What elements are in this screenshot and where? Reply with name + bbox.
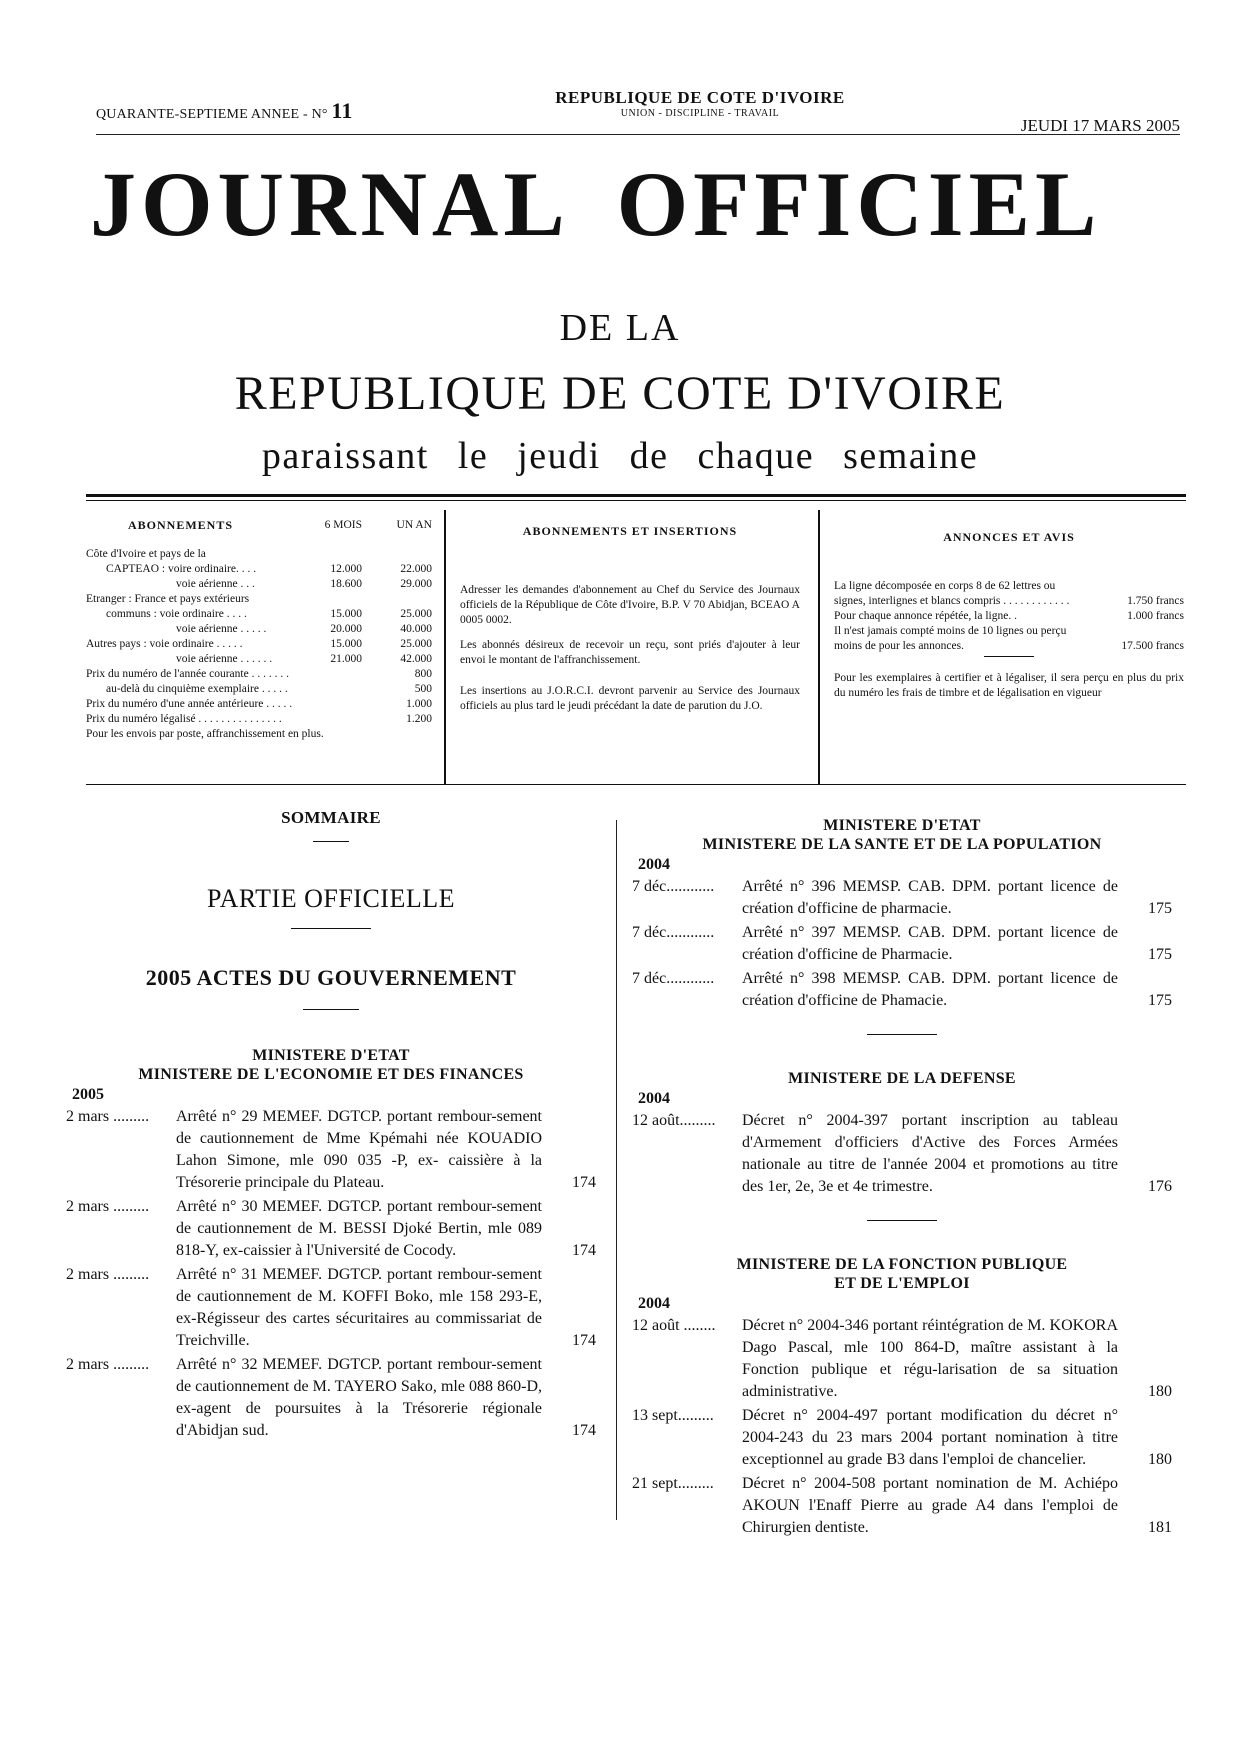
abonnement-label: Pour les envois par poste, affranchissement en plus.: [86, 728, 324, 740]
abonnement-row: [86, 652, 432, 667]
abonnement-price-unan: 29.000: [400, 578, 432, 590]
entry-page: 175: [1148, 946, 1172, 963]
abonnement-row: [86, 622, 432, 637]
insertions-paragraph-3: Les insertions au J.O.R.C.I. devront parvenir au Service des Journaux officiels au plus tard le jeudi précédant la date de parution du J.O.: [460, 685, 800, 712]
sommaire-entry: [632, 922, 1172, 966]
annonces-box: [834, 530, 1184, 701]
entry-date: 2 mars .........: [66, 1198, 150, 1215]
abonnement-row: [86, 697, 432, 712]
abonnement-label: communs : voie ordinaire . . . .: [106, 608, 247, 620]
left-sections: [66, 1046, 596, 1442]
insertions-box: [460, 524, 800, 714]
left-column: [66, 808, 596, 1444]
ministry-heading: MINISTERE DE LA FONCTION PUBLIQUE: [736, 1256, 1068, 1273]
column-divider: [616, 820, 617, 1520]
abonnement-price-unan: 22.000: [400, 563, 432, 575]
abonnement-price-6mois: [298, 592, 362, 607]
ministry-subheading: ET DE L'EMPLOI: [834, 1275, 970, 1292]
abonnement-price-unan: 42.000: [400, 653, 432, 665]
abonnement-price-unan: [375, 727, 432, 742]
section-year: 2005: [72, 1086, 104, 1103]
entry-page: 175: [1148, 900, 1172, 917]
sommaire-heading: SOMMAIRE: [281, 808, 381, 827]
entry-date: 2 mars .........: [66, 1108, 150, 1125]
entry-text: Arrêté n° 398 MEMSP. CAB. DPM. portant licence de création d'officine de Phamacie.: [742, 970, 1118, 1009]
republic-header: [500, 88, 900, 119]
ministry-subheading: MINISTERE DE L'ECONOMIE ET DES FINANCES: [138, 1066, 524, 1083]
issue-date: JEUDI 17 MARS 2005: [1020, 116, 1180, 135]
annonces-rule: [984, 656, 1034, 657]
abonnement-row: [86, 592, 432, 607]
sommaire-entry: [632, 1110, 1172, 1198]
entry-date: 12 août.........: [632, 1112, 716, 1129]
sommaire-rule: [313, 841, 349, 842]
header-rule: [96, 134, 1180, 135]
entry-page: 176: [1148, 1178, 1172, 1195]
annonces-rows: [834, 579, 1184, 654]
abonnement-price-unan: [362, 592, 432, 607]
abonnement-row: [86, 607, 432, 622]
entry-date: 7 déc............: [632, 878, 715, 895]
actes-heading: 2005 ACTES DU GOUVERNEMENT: [145, 965, 517, 990]
sommaire-entry: [66, 1106, 596, 1194]
abonnement-price-6mois: 21.000: [330, 653, 362, 665]
annonce-price: 1.750 francs: [1127, 595, 1184, 607]
subtitle-de-la: DE LA: [559, 307, 681, 349]
abonnement-price-unan: 40.000: [400, 623, 432, 635]
abonnement-price-6mois: 12.000: [330, 563, 362, 575]
entry-text: Arrêté n° 32 MEMEF. DGTCP. portant rembour-sement de cautionnement de M. TAYERO Sako, mle 088 860-D, ex-agent de poursuites à la Trésorerie régionale d'Abidjan sud.: [176, 1356, 542, 1439]
sommaire-entry: [66, 1354, 596, 1442]
issue-text: QUARANTE-SEPTIEME ANNEE - N°: [96, 107, 328, 122]
abonnement-label: Côte d'Ivoire et pays de la: [86, 548, 206, 560]
republic-motto: UNION - DISCIPLINE - TRAVAIL: [620, 108, 780, 119]
right-sections: [632, 816, 1172, 1539]
abonnement-row: [86, 547, 432, 562]
abonnement-label: Prix du numéro d'une année antérieure . . . . .: [86, 698, 293, 710]
annonce-price: 17.500 francs: [1121, 640, 1184, 652]
entry-text: Arrêté n° 31 MEMEF. DGTCP. portant rembour-sement de cautionnement de M. KOFFI Boko, mle 158 293-E, ex-Régisseur des cartes sécuritaires au commissariat de Treichville.: [176, 1266, 542, 1349]
abonnement-price-unan: 25.000: [400, 608, 432, 620]
annonce-row: [834, 624, 1184, 654]
ministry-subheading: MINISTERE DE LA SANTE ET DE LA POPULATION: [702, 836, 1102, 853]
abonnement-label: Autres pays : voie ordinaire . . . . .: [86, 638, 243, 650]
ministry-heading: MINISTERE D'ETAT: [252, 1047, 410, 1064]
insertions-heading: ABONNEMENTS ET INSERTIONS: [522, 524, 738, 538]
sommaire-entry: [632, 968, 1172, 1012]
abonnement-label: Prix du numéro légalisé . . . . . . . . . . . . . . .: [86, 713, 282, 725]
annonce-text: Il n'est jamais compté moins de 10 lignes ou perçu moins de pour les annonces.: [834, 625, 1067, 652]
ministry-heading: MINISTERE DE LA DEFENSE: [788, 1070, 1016, 1087]
section-year: 2004: [638, 856, 670, 873]
abonnement-price-6mois: [298, 667, 362, 682]
abonnement-price-unan: 1.000: [406, 698, 432, 710]
ministry-section: [66, 1046, 596, 1442]
abonnement-row: [86, 637, 432, 652]
right-column: [632, 816, 1172, 1541]
band-rule-top: [86, 494, 1186, 497]
entry-text: Décret n° 2004-346 portant réintégration de M. KOKORA Dago Pascal, mle 100 864-D, maître assistant à la Fonction publique et régu-larisation de sa situation administrative.: [742, 1317, 1118, 1400]
abonnement-row: [86, 682, 432, 697]
abonnement-label: CAPTEAO : voire ordinaire. . . .: [106, 563, 257, 575]
abonnement-label: voie aérienne . . . . .: [176, 623, 267, 635]
section-rule: [867, 1220, 937, 1221]
entry-page: 180: [1148, 1383, 1172, 1400]
abonnement-price-unan: 500: [414, 683, 432, 695]
entry-text: Arrêté n° 30 MEMEF. DGTCP. portant rembour-sement de cautionnement de M. BESSI Djoké Bertin, mle 089 818-Y, ex-caissier à l'Université de Cocody.: [176, 1198, 542, 1259]
entry-text: Décret n° 2004-397 portant inscription au tableau d'Armement d'officiers d'Active des Forces Armées nationale au titre de l'année 2004 et promotions au titre des 1er, 2e, 3e et 4e trimestre.: [742, 1112, 1118, 1195]
annonce-price: 1.000 francs: [1127, 610, 1184, 622]
entry-page: 181: [1148, 1519, 1172, 1536]
republic-name: REPUBLIQUE DE COTE D'IVOIRE: [555, 88, 845, 107]
abonnement-price-6mois: 18.600: [330, 578, 362, 590]
entry-text: Arrêté n° 396 MEMSP. CAB. DPM. portant licence de création d'officine de pharmacie.: [742, 878, 1118, 917]
insertions-paragraph-1: Adresser les demandes d'abonnement au Chef du Service des Journaux officiels de la République de Côte d'Ivoire, B.P. V 70 Abidjan, BCEAO A 0005 0002.: [460, 584, 800, 626]
abonnement-price-6mois: [298, 712, 362, 727]
ministry-section: [632, 1069, 1172, 1221]
entry-date: 2 mars .........: [66, 1266, 150, 1283]
abonnement-price-unan: 25.000: [400, 638, 432, 650]
abonnement-price-unan: [362, 547, 432, 562]
abonnement-price-6mois: [298, 682, 362, 697]
section-year: 2004: [638, 1295, 670, 1312]
abonnement-row: [86, 727, 432, 742]
abonnement-price-6mois: [324, 727, 376, 742]
abonnement-price-6mois: 15.000: [330, 638, 362, 650]
sommaire-entry: [632, 1473, 1172, 1539]
journal-title: JOURNAL OFFICIEL: [90, 153, 1102, 255]
entry-page: 174: [572, 1332, 596, 1349]
annonce-row: [834, 579, 1184, 609]
annonces-note: Pour les exemplaires à certifier et à légaliser, il sera perçu en plus du prix du numéro les frais de timbre et de légalisation en vigueur: [834, 672, 1184, 699]
abonnement-price-6mois: 15.000: [330, 608, 362, 620]
annonce-text: La ligne décomposée en corps 8 de 62 lettres ou signes, interlignes et blancs compris . . . . . . . . . . . .: [834, 580, 1070, 607]
sommaire-entry: [632, 1315, 1172, 1403]
entry-page: 174: [572, 1174, 596, 1191]
entry-page: 175: [1148, 992, 1172, 1009]
entry-date: 7 déc............: [632, 970, 715, 987]
sommaire-entry: [632, 1405, 1172, 1471]
band-divider-1: [444, 510, 446, 784]
actes-rule: [303, 1009, 359, 1010]
band-rule-bottom: [86, 784, 1186, 785]
sommaire-entry: [66, 1264, 596, 1352]
band-rule-top-thin: [86, 500, 1186, 501]
section-year: 2004: [638, 1090, 670, 1107]
abonnement-label: Prix du numéro de l'année courante . . . . . . .: [86, 668, 289, 680]
abonnement-row: [86, 562, 432, 577]
abonnements-heading: ABONNEMENTS: [128, 518, 234, 532]
subtitle-parution: paraissant le jeudi de chaque semaine: [261, 435, 979, 477]
issue-label: [96, 98, 353, 124]
ministry-section: [632, 816, 1172, 1035]
entry-date: 13 sept.........: [632, 1407, 714, 1424]
abonnement-label: au-delà du cinquième exemplaire . . . . .: [106, 683, 288, 695]
sommaire-entry: [632, 876, 1172, 920]
entry-text: Arrêté n° 397 MEMSP. CAB. DPM. portant licence de création d'officine de Pharmacie.: [742, 924, 1118, 963]
entry-date: 12 août ........: [632, 1317, 716, 1334]
abonnement-row: [86, 667, 432, 682]
annonce-row: [834, 609, 1184, 624]
ministry-heading: MINISTERE D'ETAT: [823, 817, 981, 834]
issue-number: 11: [331, 98, 353, 123]
band-divider-2: [818, 510, 820, 784]
abonnement-row: [86, 577, 432, 592]
abonnement-price-6mois: [298, 697, 362, 712]
abonnement-price-unan: 800: [414, 668, 432, 680]
entry-text: Décret n° 2004-508 portant nomination de M. Achiépo AKOUN l'Enaff Pierre au grade A4 dans l'emploi de Chirurgien dentiste.: [742, 1475, 1118, 1536]
abonnements-box: [86, 518, 432, 742]
subtitle-republic: REPUBLIQUE DE COTE D'IVOIRE: [234, 367, 1006, 420]
abonnement-label: voie aérienne . . . . . .: [176, 653, 273, 665]
abonnement-price-6mois: 20.000: [330, 623, 362, 635]
annonces-heading: ANNONCES ET AVIS: [943, 530, 1075, 544]
entry-text: Arrêté n° 29 MEMEF. DGTCP. portant rembour-sement de cautionnement de Mme Kpémahi née KOUADIO Lahon Simone, mle 090 035 -P, ex- caissière à la Trésorerie principale du Plateau.: [176, 1108, 542, 1191]
ministry-section: [632, 1255, 1172, 1539]
entry-text: Décret n° 2004-497 portant modification du décret n° 2004-243 du 23 mars 2004 portant nomination à titre exceptionnel au grade B3 dans l'emploi de chancelier.: [742, 1407, 1118, 1468]
abonnements-rows: [86, 547, 432, 742]
entry-date: 2 mars .........: [66, 1356, 150, 1373]
entry-date: 21 sept.........: [632, 1475, 714, 1492]
section-rule: [867, 1034, 937, 1035]
abonnement-row: [86, 712, 432, 727]
abonnement-label: voie aérienne . . .: [176, 578, 255, 590]
abonnements-col-6mois: 6 MOIS: [324, 519, 362, 531]
abonnements-col-unan: UN AN: [396, 519, 432, 531]
abonnement-label: Etranger : France et pays extérieurs: [86, 593, 250, 605]
entry-date: 7 déc............: [632, 924, 715, 941]
abonnement-price-6mois: [298, 547, 362, 562]
abonnement-price-unan: 1.200: [406, 713, 432, 725]
partie-rule: [291, 928, 371, 929]
entry-page: 180: [1148, 1451, 1172, 1468]
entry-page: 174: [572, 1242, 596, 1259]
sommaire-entry: [66, 1196, 596, 1262]
entry-page: 174: [572, 1422, 596, 1439]
annonce-text: Pour chaque annonce répétée, la ligne. .: [834, 610, 1017, 622]
partie-officielle-heading: PARTIE OFFICIELLE: [207, 884, 455, 913]
insertions-paragraph-2: Les abonnés désireux de recevoir un reçu, sont priés d'ajouter à leur envoi le montant de l'affranchissement.: [460, 639, 800, 666]
